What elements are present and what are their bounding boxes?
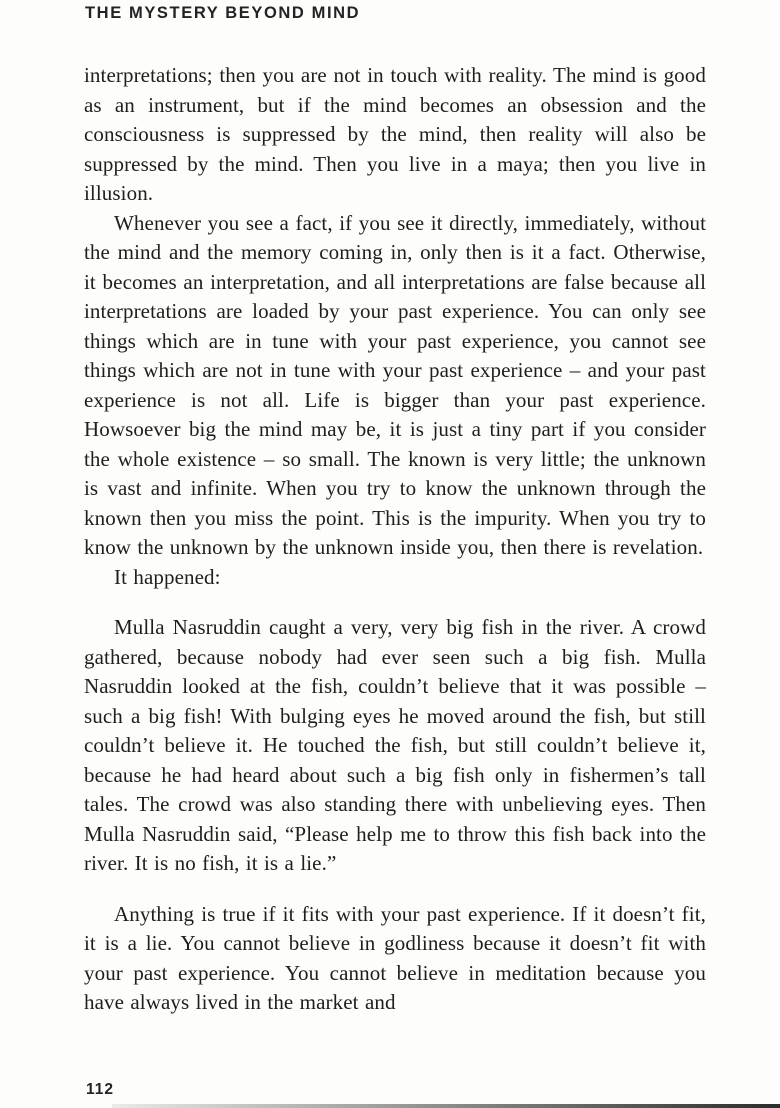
body-paragraph: interpretations; then you are not in touch with reality. The mind is good as an instrument, but if the mind becomes an obsession and the consciousness is suppressed by the mind, then reality will also be suppressed by the mind. Then you live in a maya; then you live in illusion.: [84, 63, 706, 205]
anecdote-lead-in: It happened:: [114, 564, 221, 589]
anecdote-paragraph: Mulla Nasruddin caught a very, very big fish in the river. A crowd gathered, because nobody had ever seen such a big fish. Mulla Nasruddin looked at the fish, couldn’t believe that it was possible – such a big fish! With bulging eyes he moved around the fish, but still couldn’t believe it. He touched the fish, but still couldn’t believe it, because he had heard about such a big fish only in fishermen’s tall tales. The crowd was also standing there with unbelieving eyes. Then Mulla Nasruddin said, “Please help me to throw this fish back into the river. It is no fish, it is a lie.”: [84, 615, 706, 875]
body-paragraph: Whenever you see a fact, if you see it directly, immediately, without the mind and the memory coming in, only then is it a fact. Otherwise, it becomes an interpretation, and all interpretations are false because all interpretations are loaded by your past experience. You can only see things which are in tune with your past experience, you cannot see things which are not in tune with your past experience – and your past experience is not all. Life is bigger than your past experience. Howsoever big the mind may be, it is just a tiny part if you consider the whole existence – so small. The known is very little; the unknown is vast and infinite. When you try to know the unknown through the known then you miss the point. This is the impurity. When you try to know the unknown by the unknown inside you, then there is revelation.: [84, 210, 706, 559]
body-paragraph: Anything is true if it fits with your past experience. If it doesn’t fit, it is a lie. You cannot believe in godliness because it doesn’t fit with your past experience. You cannot believe in meditation because you have always lived in the market and: [84, 901, 706, 1014]
page-number: 112: [86, 1081, 115, 1098]
page-text-block: [84, 61, 706, 1018]
running-header: THE MYSTERY BEYOND MIND: [85, 4, 361, 22]
scan-edge-shadow: [112, 1104, 780, 1108]
